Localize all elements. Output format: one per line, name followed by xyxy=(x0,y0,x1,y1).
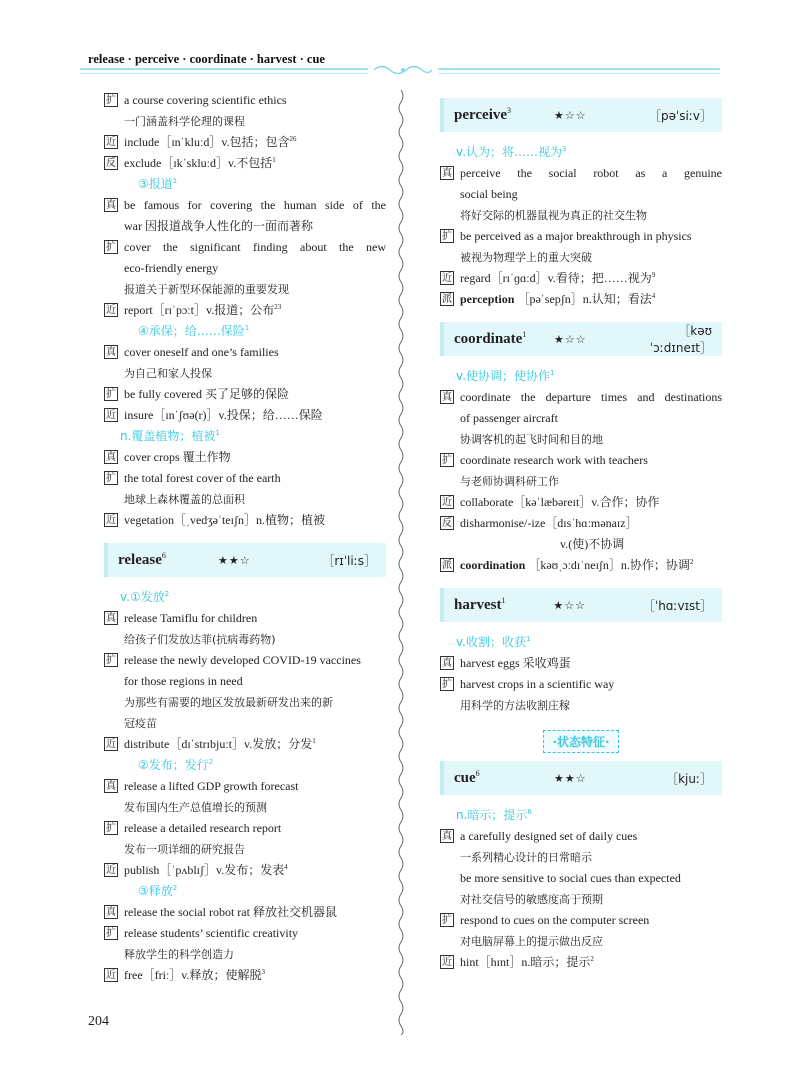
tag-badge: 近 xyxy=(106,865,116,876)
star-rating: ★☆☆ xyxy=(554,108,587,122)
synonym-text: include［ɪnˈkluːd］v.包括；包含 xyxy=(124,135,290,149)
feature-label: ·状态特征· xyxy=(543,730,618,753)
example-en: a course covering scientific ethics xyxy=(124,93,287,107)
tag-badge: 扩 xyxy=(106,242,116,253)
example-zh: 发布一项详细的研究报告 xyxy=(124,843,245,856)
sense-heading: ②发布；发行$^2$ xyxy=(138,758,214,772)
tag-badge: 近 xyxy=(106,739,116,750)
synonym-text: free［friː］v.释放；使解脱 xyxy=(124,968,262,982)
headword: cue$^6$ xyxy=(454,768,480,786)
example-row xyxy=(104,608,386,650)
example-row xyxy=(104,650,386,734)
tag-badge: 反 xyxy=(442,518,452,529)
tag-badge: 近 xyxy=(106,410,116,421)
phonetic: ［kəʊˈɔːdɪneɪt］ xyxy=(649,324,712,355)
synonym-row xyxy=(104,510,386,531)
page-number: 204 xyxy=(88,1014,109,1029)
example-row xyxy=(440,226,722,268)
frequency-sup: 2 xyxy=(590,955,594,963)
example-row xyxy=(104,902,386,923)
sense-heading: n.暗示；提示$^6$ xyxy=(456,808,532,822)
tag-badge: 真 xyxy=(106,781,116,792)
example-en: harvest eggs 采收鸡蛋 xyxy=(460,656,571,670)
example-en: cover crops 覆土作物 xyxy=(124,450,231,464)
example-zh: 对电脑屏幕上的提示做出反应 xyxy=(460,935,603,948)
frequency-sup: 1 xyxy=(312,737,316,745)
synonym-text: collaborate［kəˈlæbəreɪt］v.合作；协作 xyxy=(460,495,660,509)
tag-badge: 扩 xyxy=(106,655,116,666)
example-row xyxy=(104,447,386,468)
synonym-row xyxy=(440,268,722,289)
tag-badge: 扩 xyxy=(106,389,116,400)
sense-heading: v.认为；将……视为$^3$ xyxy=(456,145,567,159)
synonym-text: distribute［dɪˈstrɪbjuːt］v.发放；分发 xyxy=(124,737,313,751)
tag-badge: 近 xyxy=(106,137,116,148)
example-row xyxy=(440,450,722,492)
synonym-row xyxy=(104,734,386,755)
synonym-text: report［rɪˈpɔːt］v.报道；公布 xyxy=(124,303,275,317)
frequency-sup: 9 xyxy=(651,271,656,279)
header-ornament-icon xyxy=(368,62,438,78)
tag-badge: 扩 xyxy=(442,231,452,242)
example-en: release the newly developed COVID-19 vaccines xyxy=(124,653,361,667)
synonym-row xyxy=(104,965,386,986)
tag-badge: 派 xyxy=(442,294,452,305)
tag-badge: 真 xyxy=(106,200,116,211)
entry-header-harvest xyxy=(440,588,722,622)
synonym-text: insure［ɪnˈʃʊə(r)］v.投保；给……保险 xyxy=(124,408,323,422)
tag-badge: 扩 xyxy=(442,679,452,690)
running-header: release · perceive · coordinate · harvest · cue xyxy=(88,52,325,66)
frequency-sup: 4 xyxy=(284,863,288,871)
tag-badge: 反 xyxy=(106,158,116,169)
antonym-text: disharmonise/-ize［dɪsˈhɑːmənaɪz］ xyxy=(460,516,638,530)
example-en: coordinate research work with teachers xyxy=(460,453,648,467)
tag-badge: 近 xyxy=(106,515,116,526)
tag-badge: 扩 xyxy=(106,95,116,106)
phonetic: ［kjuː］ xyxy=(666,771,712,786)
example-zh: 释放学生的科学创造力 xyxy=(124,948,234,961)
tag-badge: 真 xyxy=(442,658,452,669)
entry-header-coordinate xyxy=(440,322,722,356)
tag-badge: 扩 xyxy=(442,455,452,466)
tag-badge: 真 xyxy=(442,392,452,403)
entry-header-release xyxy=(104,543,386,577)
example-zh: 协调客机的起飞时间和目的地 xyxy=(460,433,603,446)
example-row xyxy=(440,163,722,226)
example-zh: 对社交信号的敏感度高于预期 xyxy=(460,893,603,906)
tag-badge: 近 xyxy=(442,497,452,508)
example-en: release Tamiflu for children xyxy=(124,611,258,625)
example-en: war 因报道战争人性化的一面而著称 xyxy=(124,219,313,233)
example-en: the total forest cover of the earth xyxy=(124,471,281,485)
example-row xyxy=(440,826,722,910)
tag-badge: 近 xyxy=(442,957,452,968)
star-rating: ★★☆ xyxy=(218,553,251,567)
derivative-word: coordination xyxy=(460,558,526,572)
example-en: of passenger aircraft xyxy=(460,411,558,425)
tag-badge: 扩 xyxy=(106,473,116,484)
example-en: be fully covered 买了足够的保险 xyxy=(124,387,289,401)
synonym-row xyxy=(104,300,386,321)
frequency-sup: 2 xyxy=(689,558,694,566)
star-rating: ★☆☆ xyxy=(554,332,587,346)
example-en: harvest crops in a scientific way xyxy=(460,677,615,691)
derivative-row xyxy=(440,555,722,576)
tag-badge: 真 xyxy=(106,613,116,624)
example-zh: 一系列精心设计的日常暗示 xyxy=(460,851,592,864)
headword: perceive$^3$ xyxy=(454,105,512,123)
right-column xyxy=(440,90,722,973)
synonym-text: hint［hɪnt］n.暗示；提示 xyxy=(460,955,591,969)
example-zh: 一门涵盖科学伦理的课程 xyxy=(124,115,245,128)
derivative-word: perception xyxy=(460,292,515,306)
tag-badge: 近 xyxy=(106,970,116,981)
phonetic: ［pəˈsiːv］ xyxy=(648,108,712,123)
sense-heading: ③报道$^1$ xyxy=(138,177,178,191)
example-en: release students’ scientific creativity xyxy=(124,926,299,940)
tag-badge: 扩 xyxy=(106,823,116,834)
example-en: perceive the social robot as a genuine xyxy=(460,166,722,180)
star-rating: ★☆☆ xyxy=(553,598,587,612)
example-en: eco-friendly energy xyxy=(124,261,219,275)
phonetic: ［rɪˈliːs］ xyxy=(322,553,376,568)
example-zh: 地球上森林覆盖的总面积 xyxy=(124,493,245,506)
antonym-row xyxy=(440,513,722,555)
synonym-text: regard［rɪˈɡɑːd］v.看待；把……视为 xyxy=(460,271,652,285)
tag-badge: 派 xyxy=(442,560,452,571)
sense-heading: ④承保；给……保险$^1$ xyxy=(138,324,250,338)
example-zh: 用科学的方法收割庄稼 xyxy=(460,699,570,712)
example-row xyxy=(104,90,386,132)
synonym-row xyxy=(440,952,722,973)
section-feature xyxy=(440,730,722,753)
example-row xyxy=(104,923,386,965)
entry-header-cue xyxy=(440,761,722,795)
synonym-text: vegetation［ˌvedʒəˈteɪʃn］n.植物；植被 xyxy=(124,513,325,527)
example-row xyxy=(104,384,386,405)
example-row xyxy=(440,674,722,716)
tag-badge: 扩 xyxy=(106,928,116,939)
example-row xyxy=(104,237,386,300)
synonym-row xyxy=(104,405,386,426)
example-zh: 与老师协调科研工作 xyxy=(460,475,559,488)
synonym-text: publish［ˈpʌblɪʃ］v.发布；发表 xyxy=(124,863,285,877)
example-en: be famous for covering the human side of the xyxy=(124,198,386,212)
tag-badge: 真 xyxy=(106,452,116,463)
tag-badge: 近 xyxy=(106,305,116,316)
sense-heading: v.①发放$^2$ xyxy=(120,590,170,604)
example-en: be more sensitive to social cues than expected xyxy=(460,871,681,885)
frequency-sup: 3 xyxy=(261,968,266,976)
antonym-text: v.(使)不协调 xyxy=(560,537,625,551)
example-row xyxy=(104,195,386,237)
tag-badge: 真 xyxy=(106,347,116,358)
tag-badge: 近 xyxy=(442,273,452,284)
tag-badge: 真 xyxy=(442,831,452,842)
column-divider xyxy=(396,90,406,1035)
frequency-sup: 26 xyxy=(289,135,297,143)
frequency-sup: 4 xyxy=(651,292,656,300)
synonym-row xyxy=(440,492,722,513)
example-zh: 给孩子们发放达菲(抗病毒药物) xyxy=(124,633,276,646)
example-row xyxy=(104,342,386,384)
example-en: for those regions in need xyxy=(124,674,243,688)
example-zh: 报道关于新型环保能源的重要发现 xyxy=(124,283,289,296)
tag-badge: 真 xyxy=(106,907,116,918)
example-zh: 将好交际的机器鼠视为真正的社交生物 xyxy=(460,209,647,222)
example-zh: 为那些有需要的地区发放最新研发出来的新 xyxy=(124,696,333,709)
entry-header-perceive xyxy=(440,98,722,132)
example-en: release the social robot rat 释放社交机器鼠 xyxy=(124,905,337,919)
example-en: a carefully designed set of daily cues xyxy=(460,829,638,843)
tag-badge: 扩 xyxy=(442,915,452,926)
sense-heading: n.覆盖植物；植被$^1$ xyxy=(120,429,220,443)
example-en: release a detailed research report xyxy=(124,821,282,835)
sense-heading: v.使协调；使协作$^1$ xyxy=(456,369,555,383)
derivative-text: ［pəˈsepʃn］n.认知；看法 xyxy=(517,292,652,306)
synonym-row xyxy=(104,860,386,881)
derivative-text: ［kəʊˌɔːdɪˈneɪʃn］n.协作；协调 xyxy=(528,558,690,572)
synonym-row xyxy=(104,132,386,153)
example-en: respond to cues on the computer screen xyxy=(460,913,650,927)
example-row xyxy=(104,776,386,818)
frequency-sup: 1 xyxy=(272,156,276,164)
antonym-text: exclude［ɪkˈskluːd］v.不包括 xyxy=(124,156,273,170)
phonetic: ［ˈhɑːvɪst］ xyxy=(642,598,712,613)
example-en: release a lifted GDP growth forecast xyxy=(124,779,299,793)
star-rating: ★★☆ xyxy=(554,771,587,785)
example-zh: 为自己和家人投保 xyxy=(124,367,212,380)
example-en: coordinate the departure times and destinations xyxy=(460,390,722,404)
sense-heading: v.收割；收获$^1$ xyxy=(456,635,531,649)
sense-heading: ③释放$^2$ xyxy=(138,884,178,898)
example-en: cover the significant finding about the new xyxy=(124,240,386,254)
antonym-row xyxy=(104,153,386,174)
example-row xyxy=(104,818,386,860)
example-zh: 被视为物理学上的重大突破 xyxy=(460,251,592,264)
headword: release$^6$ xyxy=(118,550,166,568)
example-row xyxy=(440,910,722,952)
derivative-row xyxy=(440,289,722,310)
example-row xyxy=(104,468,386,510)
tag-badge: 真 xyxy=(442,168,452,179)
example-en: cover oneself and one’s families xyxy=(124,345,279,359)
example-zh: 冠疫苗 xyxy=(124,717,157,730)
left-column xyxy=(104,90,386,986)
example-row xyxy=(440,387,722,450)
example-en: be perceived as a major breakthrough in physics xyxy=(460,229,692,243)
headword: coordinate$^1$ xyxy=(454,329,527,347)
headword: harvest$^1$ xyxy=(454,595,506,613)
frequency-sup: 23 xyxy=(274,303,282,311)
example-en: social being xyxy=(460,187,518,201)
example-zh: 发布国内生产总值增长的预测 xyxy=(124,801,267,814)
example-row xyxy=(440,653,722,674)
